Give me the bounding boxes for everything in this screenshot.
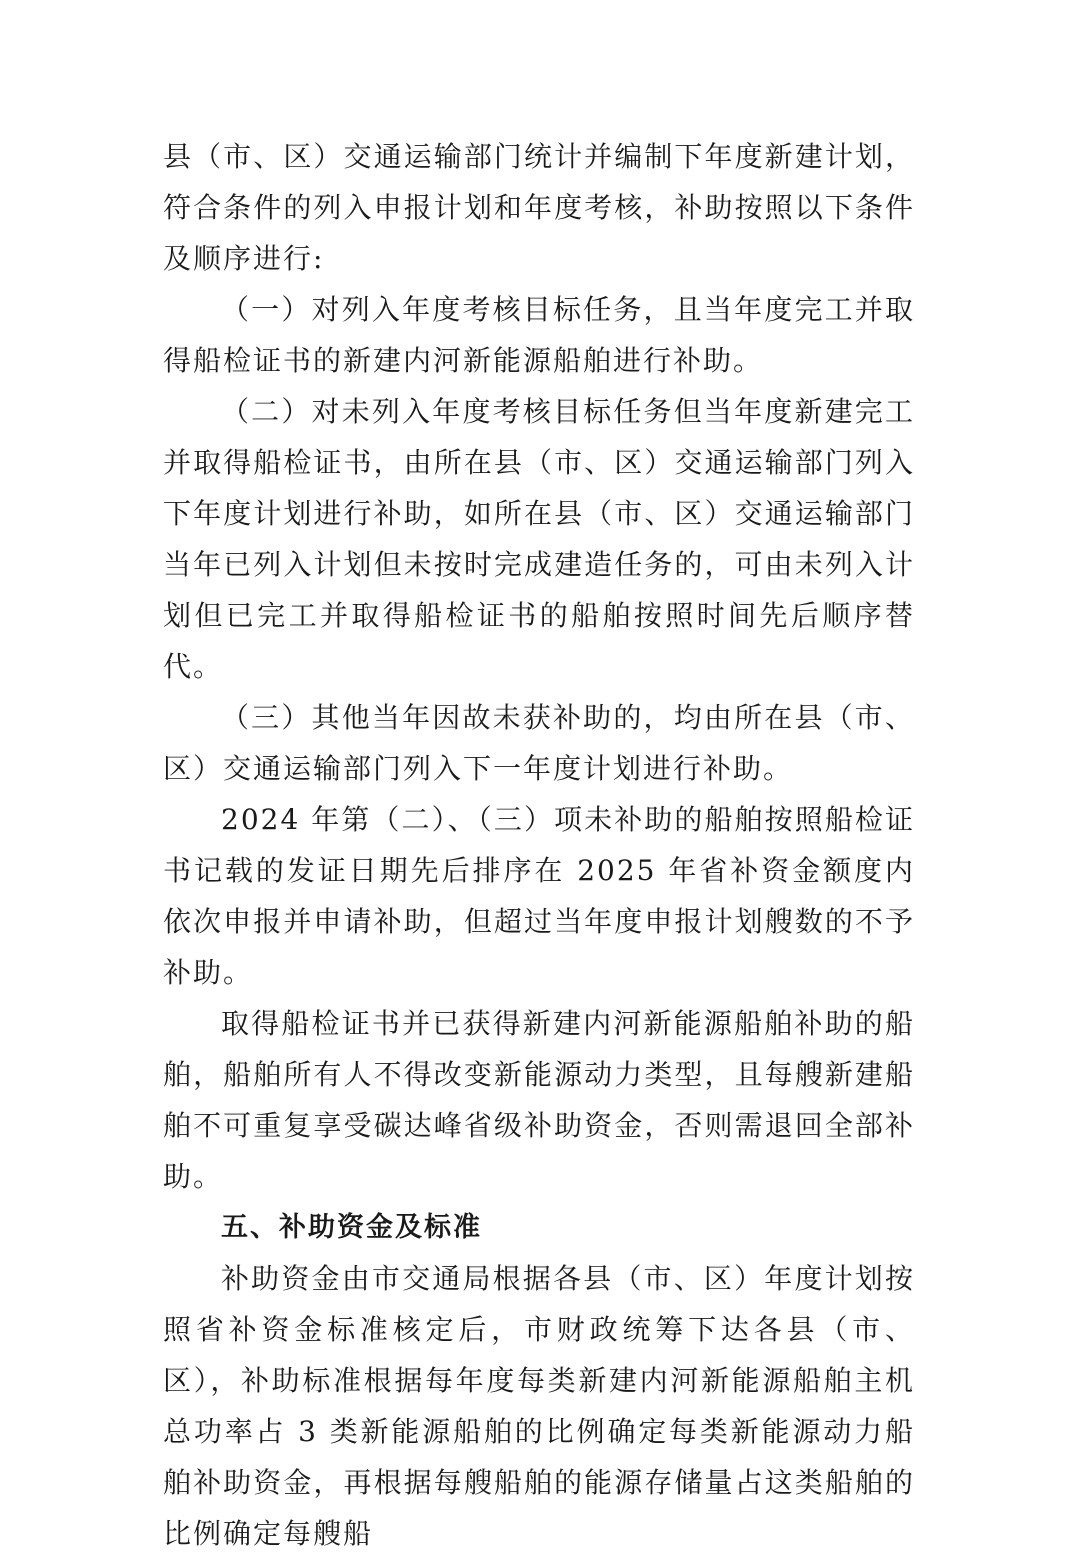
paragraph-1: 县（市、区）交通运输部门统计并编制下年度新建计划，符合条件的列入申报计划和年度考核，补助按照以下条件及顺序进行: — [163, 140, 915, 275]
paragraph-3: （二）对未列入年度考核目标任务但当年度新建完工并取得船检证书，由所在县（市、区）交通运输部门列入下年度计划进行补助，如所在县（市、区）交通运输部门当年已列入计划但未按时完成建造任务的，可由未列入计划但已完工并取得船检证书的船舶按照时间先后顺序替代。 — [163, 395, 915, 683]
paragraph-7: 补助资金由市交通局根据各县（市、区）年度计划按照省补资金标准核定后，市财政统筹下达各县（市、区），补助标准根据每年度每类新建内河新能源船舶主机总功率占 3 类新能源船舶的比例确定每类新能源动力船舶补助资金，再根据每艘船舶的能源存储量占这类船舶的比例确定每艘船 — [163, 1262, 915, 1550]
paragraph-2: （一）对列入年度考核目标任务，且当年度完工并取得船检证书的新建内河新能源船舶进行补助。 — [163, 293, 915, 377]
document-page — [163, 131, 915, 1559]
paragraph-5: 2024 年第（二）、（三）项未补助的船舶按照船检证书记载的发证日期先后排序在 2025 年省补资金额度内依次申报并申请补助，但超过当年度申报计划艘数的不予补助。 — [163, 803, 915, 989]
paragraph-4: （三）其他当年因故未获补助的，均由所在县（市、区）交通运输部门列入下一年度计划进行补助。 — [163, 701, 915, 785]
section-heading: 五、补助资金及标准 — [221, 1212, 482, 1243]
paragraph-6: 取得船检证书并已获得新建内河新能源船舶补助的船舶，船舶所有人不得改变新能源动力类型，且每艘新建船舶不可重复享受碳达峰省级补助资金，否则需退回全部补助。 — [163, 1007, 915, 1193]
